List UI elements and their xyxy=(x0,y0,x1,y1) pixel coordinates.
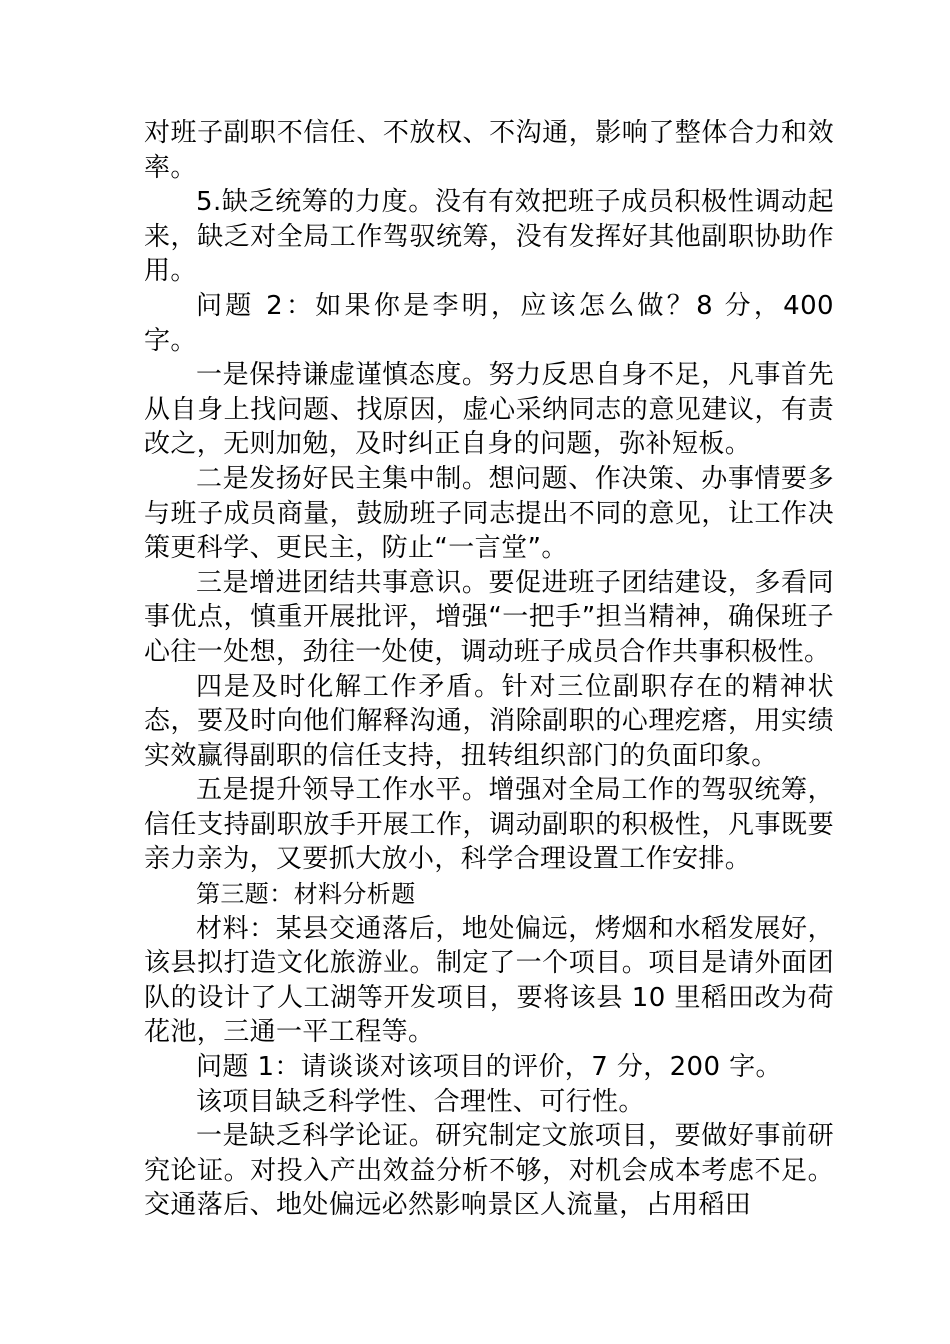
question-1-heading: 问题 1：请谈谈对该项目的评价，7 分，200 字。 xyxy=(196,1052,782,1083)
answer-point-4: 四是及时化解工作矛盾。针对三位副职存在的精神状态，要及时向他们解释沟通，消除副职的心理疙瘩，用实绩实效赢得副职的信任支持，扭转组织部门的负面印象。 xyxy=(144,671,834,771)
evaluation-point-1: 一是缺乏科学论证。研究制定文旅项目，要做好事前研究论证。对投入产出效益分析不够，对机会成本考虑不足。交通落后、地处偏远必然影响景区人流量，占用稻田 xyxy=(144,1121,834,1221)
evaluation-summary: 该项目缺乏科学性、合理性、可行性。 xyxy=(196,1086,645,1117)
question-2-heading: 问题 2：如果你是李明，应该怎么做？8 分，400 字。 xyxy=(144,290,834,356)
answer-point-5: 五是提升领导工作水平。增强对全局工作的驾驭统筹，信任支持副职放手开展工作，调动副职的积极性，凡事既要亲力亲为，又要抓大放小，科学合理设置工作安排。 xyxy=(144,775,834,875)
answer-point-3: 三是增进团结共事意识。要促进班子团结建设，多看同事优点，慎重开展批评，增强“一把手”担当精神，确保班子心往一处想，劲往一处使，调动班子成员合作共事积极性。 xyxy=(144,567,834,667)
paragraph-point-5: 5.缺乏统筹的力度。没有有效把班子成员积极性调动起来，缺乏对全局工作驾驭统筹，没有发挥好其他副职协助作用。 xyxy=(144,187,834,287)
answer-point-2: 二是发扬好民主集中制。想问题、作决策、办事情要多与班子成员商量，鼓励班子同志提出不同的意见，让工作决策更科学、更民主，防止“一言堂”。 xyxy=(144,463,834,564)
paragraph-continuation: 对班子副职不信任、不放权、不沟通，影响了整体合力和效率。 xyxy=(144,118,834,183)
section-3-heading: 第三题：材料分析题 xyxy=(196,880,416,909)
answer-point-1: 一是保持谦虚谨慎态度。努力反思自身不足，凡事首先从自身上找问题、找原因，虚心采纳同志的意见建议，有责改之，无则加勉，及时纠正自身的问题，弥补短板。 xyxy=(144,360,834,460)
document-body xyxy=(144,116,834,1223)
material-paragraph: 材料：某县交通落后，地处偏远，烤烟和水稻发展好，该县拟打造文化旅游业。制定了一个项目。项目是请外面团队的设计了人工湖等开发项目，要将该县 10 里稻田改为荷花池，三通一平工程等。 xyxy=(144,913,834,1048)
